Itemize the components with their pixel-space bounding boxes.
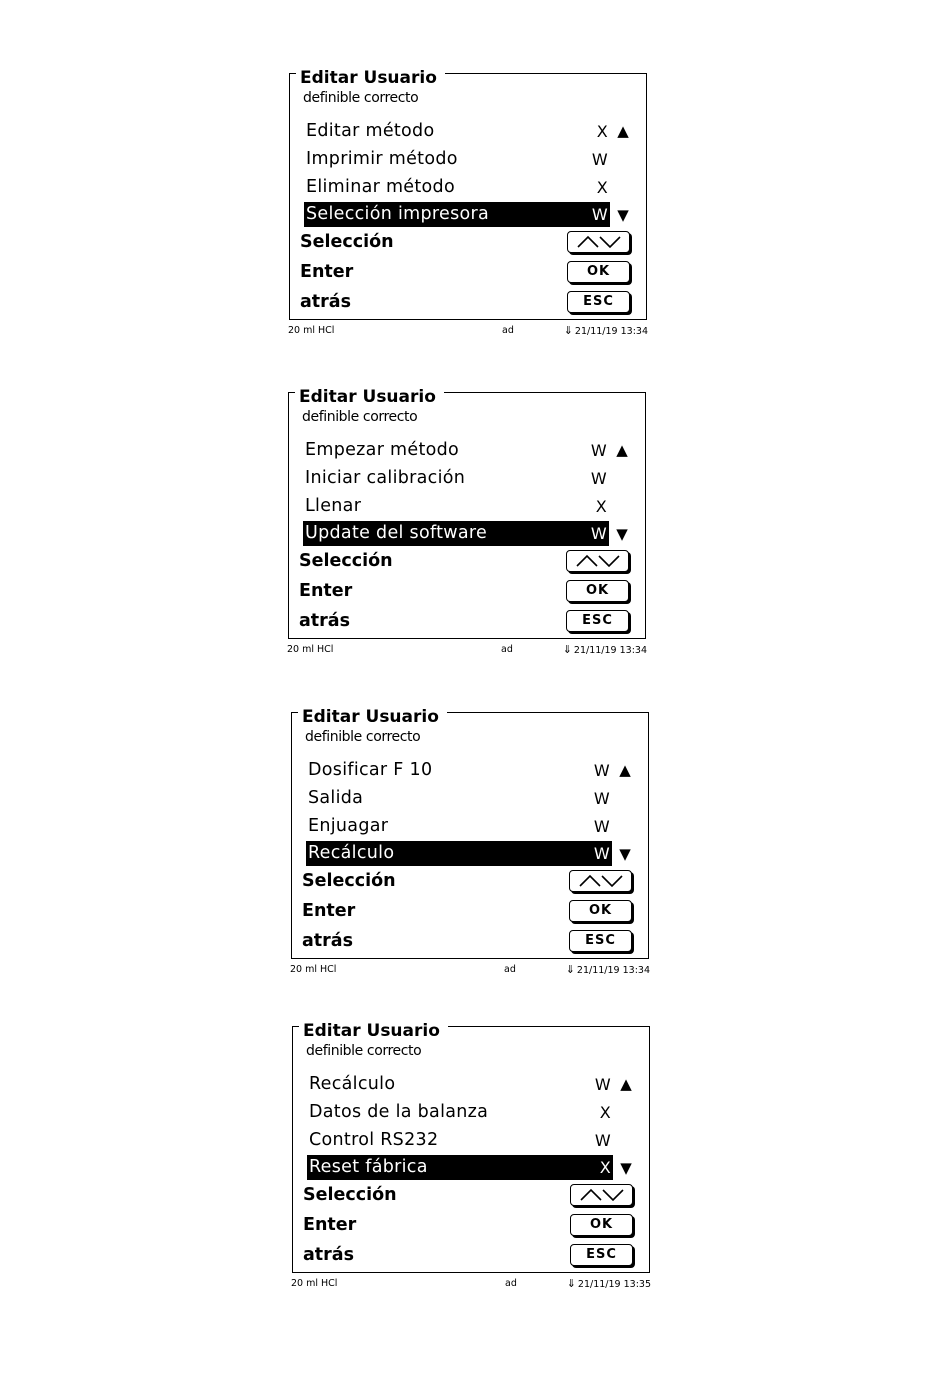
status-datetime: 21/11/19 13:35	[577, 1279, 651, 1290]
menu-item-label: Llenar	[305, 496, 362, 516]
ok-button[interactable]: OK	[569, 900, 632, 922]
menu-item-label: Reset fábrica	[309, 1157, 428, 1177]
status-datetime-group	[566, 963, 650, 978]
dialog-frame	[288, 387, 646, 639]
menu-item-label: Eliminar método	[306, 177, 455, 197]
status-bar	[290, 963, 650, 977]
action-enter-label: Enter	[303, 1215, 357, 1235]
status-datetime: 21/11/19 13:34	[573, 645, 647, 656]
esc-button[interactable]: ESC	[569, 930, 632, 952]
menu-item-label: Recálculo	[308, 843, 395, 863]
dialog-subtitle: definible correcto	[305, 729, 421, 745]
menu-item-flag: W	[590, 441, 607, 460]
menu-item[interactable]	[307, 1072, 613, 1097]
dialog-title: Editar Usuario	[298, 707, 447, 727]
action-enter-label: Enter	[302, 901, 356, 921]
status-bar	[291, 1277, 651, 1291]
scroll-up-icon[interactable]: ▲	[619, 761, 631, 779]
esc-button[interactable]: ESC	[566, 610, 629, 632]
status-method: 20 ml HCl	[288, 325, 335, 336]
action-select-label: Selección	[300, 232, 394, 252]
usb-icon: ⇓	[563, 324, 573, 337]
menu-item[interactable]	[306, 786, 612, 811]
action-back-label: atrás	[299, 611, 351, 631]
scroll-up-icon[interactable]: ▲	[620, 1075, 632, 1093]
menu-item-flag: X	[599, 1158, 611, 1177]
menu-item-flag: W	[591, 150, 608, 169]
dialog-subtitle: definible correcto	[302, 409, 418, 425]
menu-item[interactable]	[303, 438, 609, 463]
status-mode: ad	[504, 964, 516, 975]
dialog-title: Editar Usuario	[296, 68, 445, 88]
action-select-label: Selección	[302, 871, 396, 891]
menu-item[interactable]	[303, 466, 609, 491]
menu-item-selected[interactable]	[303, 521, 609, 546]
dialog-frame	[291, 707, 649, 959]
action-select-label: Selección	[299, 551, 393, 571]
menu-item-flag: W	[594, 1075, 611, 1094]
esc-button[interactable]: ESC	[570, 1244, 633, 1266]
menu-item[interactable]	[304, 119, 610, 144]
action-back-label: atrás	[302, 931, 354, 951]
scroll-down-icon[interactable]: ▼	[619, 845, 631, 863]
menu-item-flag: W	[590, 469, 607, 488]
menu-item-flag: W	[593, 844, 610, 863]
menu-item-label: Recálculo	[309, 1074, 396, 1094]
menu-item-flag: W	[590, 524, 607, 543]
menu-item[interactable]	[304, 175, 610, 200]
status-datetime-group	[564, 324, 648, 339]
up-down-arrows-icon	[577, 874, 625, 887]
status-method: 20 ml HCl	[287, 644, 334, 655]
ok-button[interactable]: OK	[570, 1214, 633, 1236]
dialog-subtitle: definible correcto	[306, 1043, 422, 1059]
status-datetime: 21/11/19 13:34	[576, 965, 650, 976]
action-select-label: Selección	[303, 1185, 397, 1205]
scroll-down-icon[interactable]: ▼	[617, 206, 629, 224]
menu-item-flag: W	[593, 761, 610, 780]
menu-item[interactable]	[306, 758, 612, 783]
menu-item-label: Update del software	[305, 523, 488, 543]
status-bar	[288, 324, 648, 338]
usb-icon: ⇓	[565, 963, 575, 976]
dialog-title: Editar Usuario	[299, 1021, 448, 1041]
select-key-button[interactable]	[570, 1184, 633, 1206]
up-down-arrows-icon	[575, 235, 623, 248]
esc-button[interactable]: ESC	[567, 291, 630, 313]
status-datetime-group	[567, 1277, 651, 1292]
usb-icon: ⇓	[566, 1277, 576, 1290]
status-bar	[287, 643, 647, 657]
status-mode: ad	[505, 1278, 517, 1289]
dialog-subtitle: definible correcto	[303, 90, 419, 106]
menu-item-selected[interactable]	[306, 841, 612, 866]
up-down-arrows-icon	[578, 1188, 626, 1201]
menu-item-flag: X	[596, 178, 608, 197]
dialog-title: Editar Usuario	[295, 387, 444, 407]
menu-item-flag: X	[595, 497, 607, 516]
status-method: 20 ml HCl	[290, 964, 337, 975]
select-key-button[interactable]	[566, 550, 629, 572]
ok-button[interactable]: OK	[567, 261, 630, 283]
status-method: 20 ml HCl	[291, 1278, 338, 1289]
menu-item-flag: W	[591, 205, 608, 224]
status-mode: ad	[501, 644, 513, 655]
status-datetime: 21/11/19 13:34	[574, 326, 648, 337]
dialog-frame	[289, 68, 647, 320]
up-down-arrows-icon	[574, 554, 622, 567]
menu-item-flag: W	[593, 789, 610, 808]
action-enter-label: Enter	[299, 581, 353, 601]
menu-item-label: Imprimir método	[306, 149, 458, 169]
select-key-button[interactable]	[567, 231, 630, 253]
status-datetime-group	[563, 643, 647, 658]
scroll-up-icon[interactable]: ▲	[617, 122, 629, 140]
menu-item-flag: W	[593, 817, 610, 836]
menu-item[interactable]	[303, 494, 609, 519]
menu-item-label: Enjuagar	[308, 816, 389, 836]
action-enter-label: Enter	[300, 262, 354, 282]
menu-item-label: Control RS232	[309, 1130, 439, 1150]
ok-button[interactable]: OK	[566, 580, 629, 602]
menu-item-flag: X	[599, 1103, 611, 1122]
menu-item-selected[interactable]	[304, 202, 610, 227]
menu-item-label: Iniciar calibración	[305, 468, 466, 488]
menu-item-label: Datos de la balanza	[309, 1102, 489, 1122]
menu-item-flag: W	[594, 1131, 611, 1150]
scroll-down-icon[interactable]: ▼	[616, 525, 628, 543]
scroll-up-icon[interactable]: ▲	[616, 441, 628, 459]
action-back-label: atrás	[303, 1245, 355, 1265]
usb-icon: ⇓	[562, 643, 572, 656]
menu-item-label: Empezar método	[305, 440, 460, 460]
menu-item-selected[interactable]	[307, 1155, 613, 1180]
select-key-button[interactable]	[569, 870, 632, 892]
scroll-down-icon[interactable]: ▼	[620, 1159, 632, 1177]
menu-item[interactable]	[304, 147, 610, 172]
menu-item-label: Salida	[308, 788, 364, 808]
dialog-frame	[292, 1021, 650, 1273]
menu-item[interactable]	[306, 814, 612, 839]
status-mode: ad	[502, 325, 514, 336]
action-back-label: atrás	[300, 292, 352, 312]
menu-item-label: Editar método	[306, 121, 435, 141]
menu-item-label: Selección impresora	[306, 204, 490, 224]
menu-item[interactable]	[307, 1128, 613, 1153]
menu-item[interactable]	[307, 1100, 613, 1125]
menu-item-label: Dosificar F 10	[308, 760, 433, 780]
menu-item-flag: X	[596, 122, 608, 141]
